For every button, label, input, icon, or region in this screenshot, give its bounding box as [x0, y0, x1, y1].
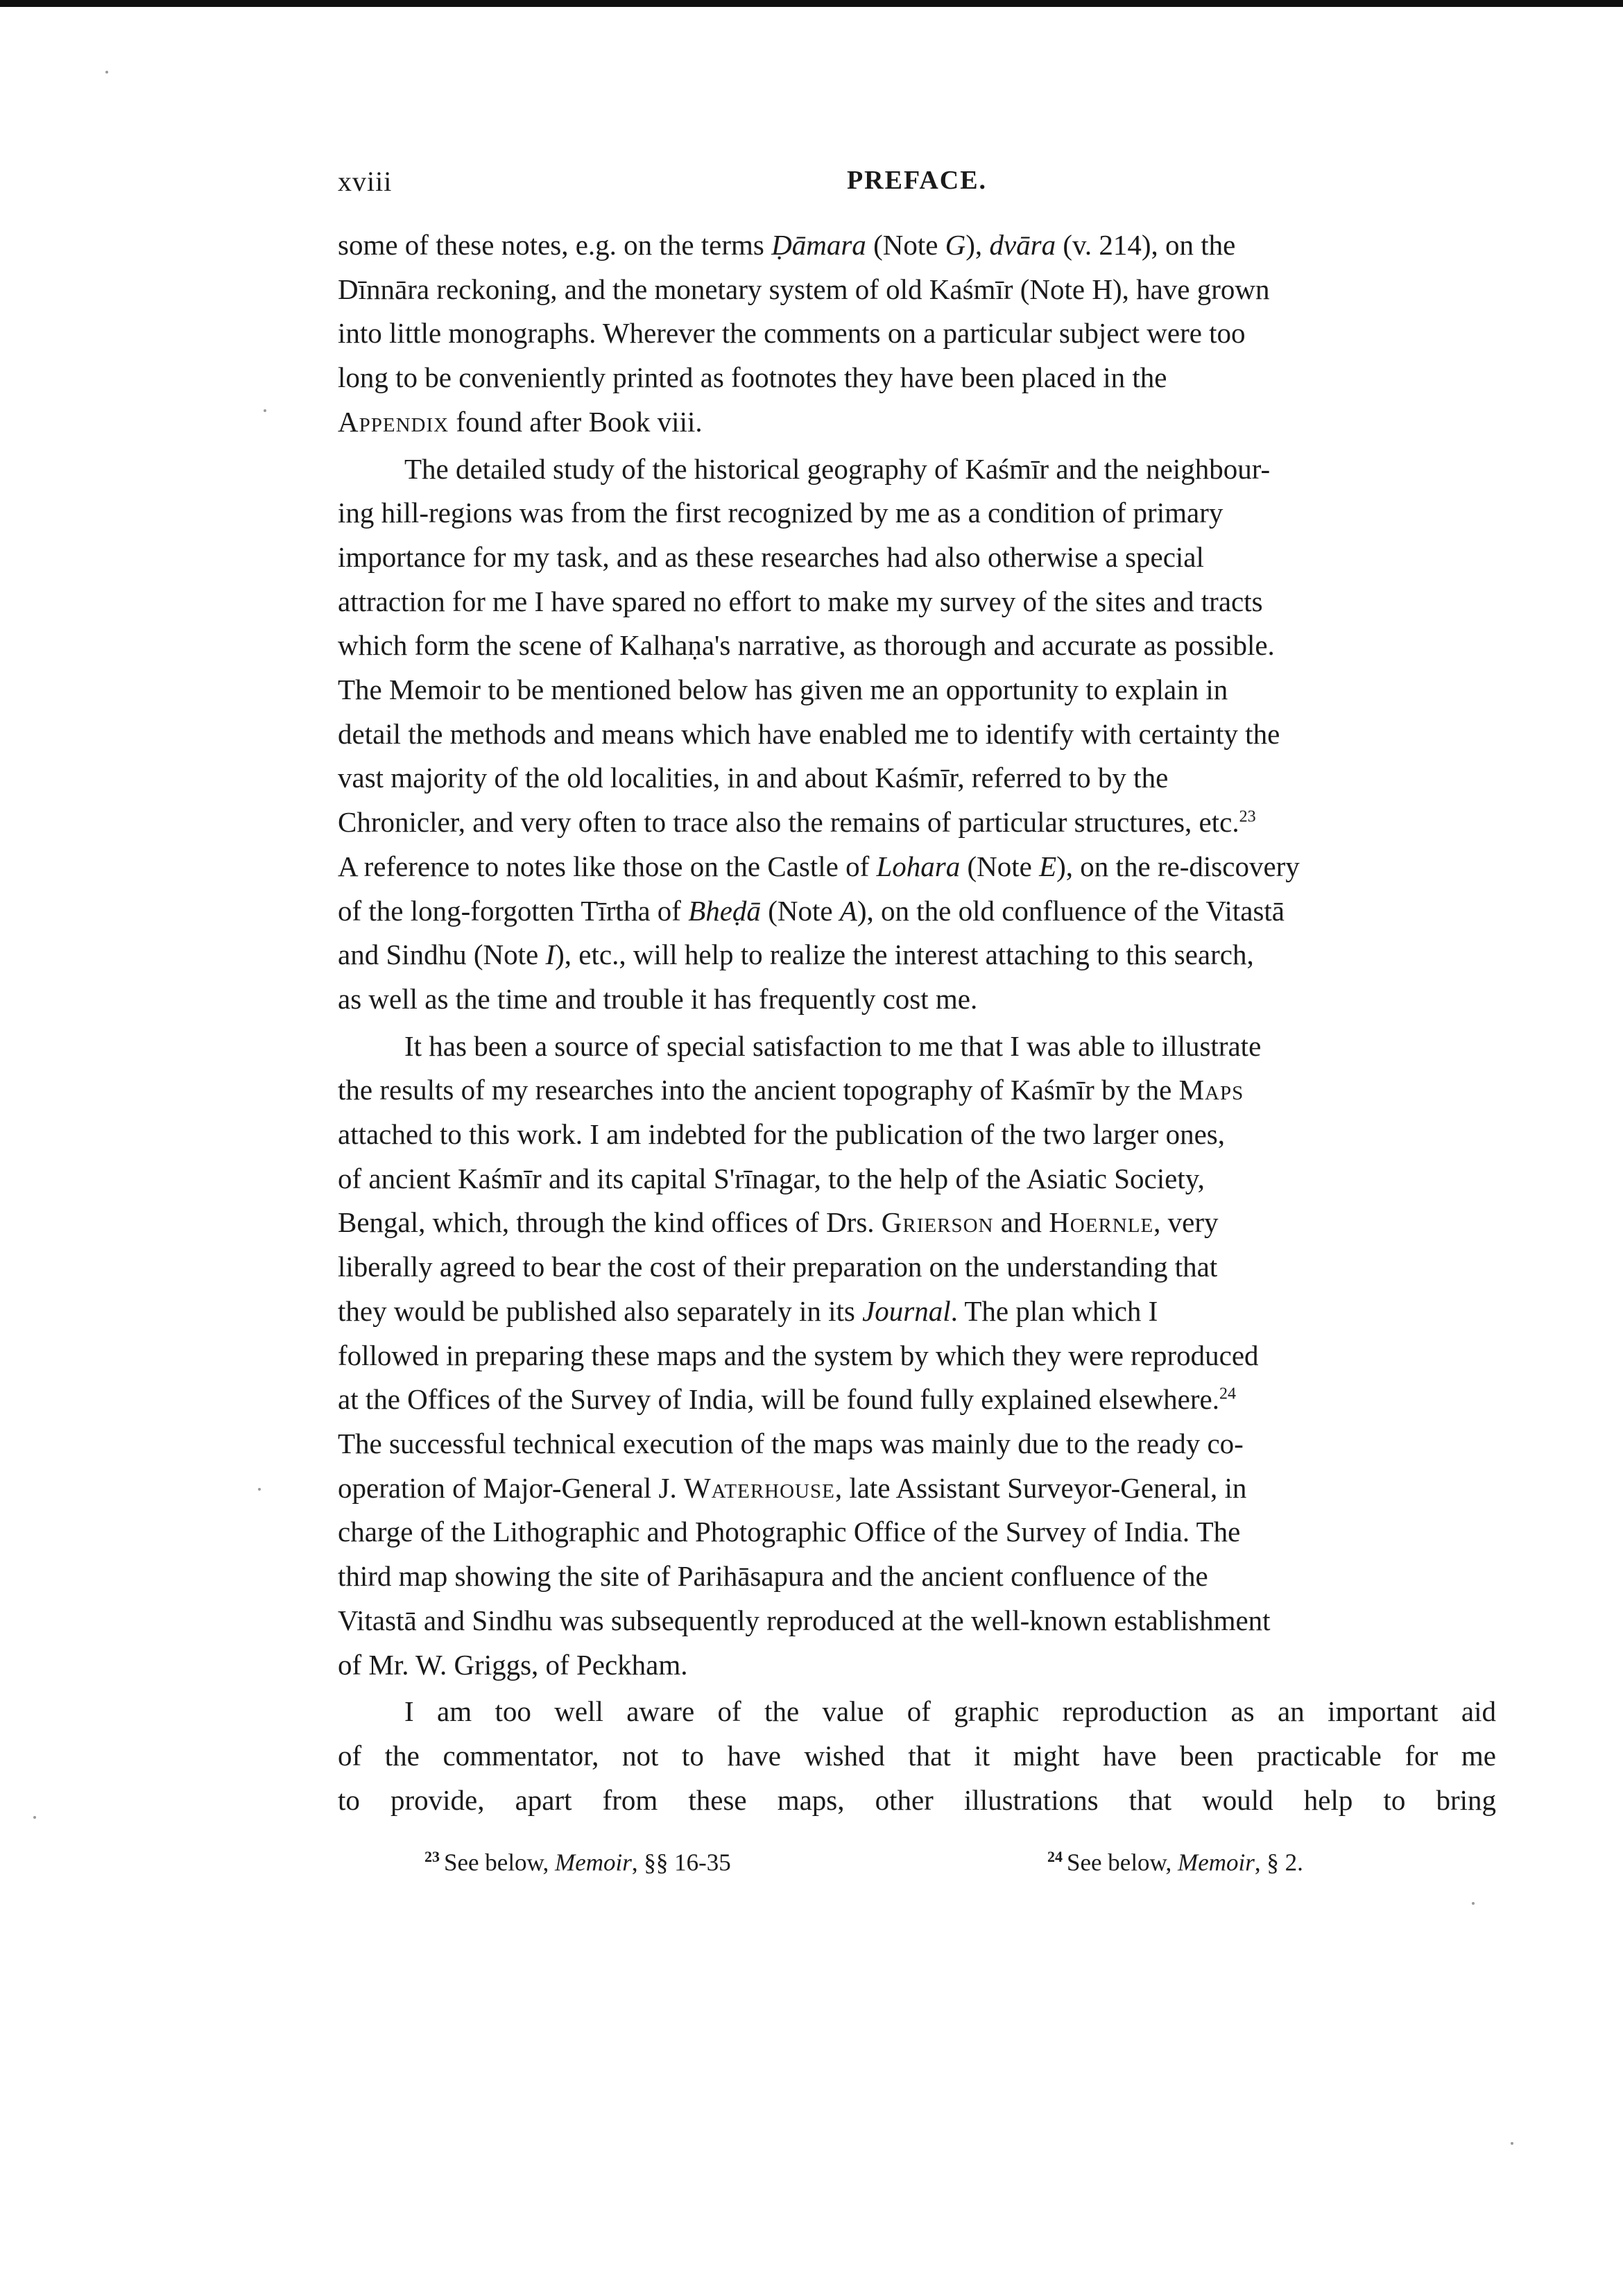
- text-line: some of these notes, e.g. on the terms Ḍāmara (Note G), dvāra (v. 214), on the: [338, 229, 1236, 261]
- text-fragment: at the Offices of the Survey of India, will be found fully explained elsewhere.: [338, 1383, 1219, 1416]
- text-line: as well as the time and trouble it has frequently cost me.: [338, 982, 978, 1015]
- footnote-text: See below,: [1067, 1849, 1178, 1876]
- text-line: detail the methods and means which have enabled me to identify with certainty the: [338, 717, 1280, 750]
- footnote-mark: 23: [424, 1848, 440, 1865]
- footnote-ref-23[interactable]: 23: [1239, 807, 1256, 826]
- paragraph-3: [338, 1025, 1496, 1688]
- text-fragment: the results of my researches into the ancient topography of Kaśmīr by the: [338, 1074, 1172, 1106]
- italic-term: A: [839, 894, 857, 927]
- text-fragment: Chronicler, and very often to trace also the remains of particular structures, etc.: [338, 806, 1239, 839]
- scan-speck: [258, 1488, 261, 1491]
- text-line: attraction for me I have spared no effort to make my survey of the sites and tracts: [338, 585, 1263, 617]
- body-text: [338, 223, 1496, 1825]
- text-line: vast majority of the old localities, in and about Kaśmīr, referred to by the: [338, 762, 1169, 794]
- text-line: they would be published also separately in its Journal. The plan which I: [338, 1294, 1158, 1327]
- text-line: [338, 400, 1496, 445]
- text-fragment: Bengal, which, through the kind offices of Drs.: [338, 1206, 875, 1239]
- text-line: A reference to notes like those on the Castle of Lohara (Note E), on the re-discovery: [338, 850, 1300, 882]
- text-line: The successful technical execution of the maps was mainly due to the ready co-: [338, 1427, 1244, 1459]
- text-fragment: operation of Major-General J.: [338, 1471, 677, 1504]
- text-fragment: and: [1000, 1206, 1042, 1239]
- italic-term: E: [1039, 850, 1057, 882]
- footnote-text: See below,: [444, 1849, 556, 1876]
- text-fragment: , late Assistant Surveyor-General, in: [834, 1471, 1247, 1504]
- italic-term: Lohara: [876, 850, 961, 882]
- scan-speck: [105, 71, 108, 74]
- text-line: attached to this work. I am indebted for the publication of the two larger ones,: [338, 1118, 1225, 1151]
- name-waterhouse: Waterhouse: [683, 1471, 835, 1504]
- appendix-label: Appendix: [338, 405, 449, 438]
- italic-term: dvāra: [989, 229, 1056, 261]
- footnote-24: [1047, 1848, 1303, 1877]
- text-line: liberally agreed to bear the cost of their preparation on the understanding that: [338, 1251, 1218, 1283]
- text-line: Vitastā and Sindhu was subsequently reproduced at the well-known establishment: [338, 1604, 1271, 1636]
- text-line: I am too well aware of the value of graphic reproduction as an important aid: [404, 1695, 1496, 1728]
- page-number: xviii: [338, 166, 393, 197]
- text-line: of Mr. W. Griggs, of Peckham.: [338, 1648, 688, 1681]
- italic-term: Ḍāmara: [771, 229, 866, 261]
- page-title: PREFACE.: [846, 166, 988, 195]
- italic-term: Bheḍā: [688, 894, 761, 927]
- paragraph-2: [338, 447, 1496, 1022]
- text-line: It has been a source of special satisfaction to me that I was able to illustrate: [404, 1029, 1262, 1062]
- name-grierson: Grierson: [881, 1206, 994, 1239]
- text-line: which form the scene of Kalhaṇa's narrative, as thorough and accurate as possible.: [338, 629, 1275, 662]
- text-line: [338, 1378, 1496, 1422]
- text-line: The detailed study of the historical geography of Kaśmīr and the neighbour-: [404, 452, 1271, 485]
- italic-term: I: [545, 939, 556, 971]
- text-line: to provide, apart from these maps, other illustrations that would help to bring: [338, 1783, 1496, 1816]
- name-hoernle: Hoernle: [1049, 1206, 1154, 1239]
- text-line: followed in preparing these maps and the system by which they were reproduced: [338, 1339, 1259, 1371]
- scan-speck: [1472, 1902, 1475, 1905]
- text-line: [338, 1068, 1496, 1113]
- footnote-memoir: Memoir: [555, 1849, 632, 1876]
- text-line: [338, 1201, 1496, 1245]
- scan-speck: [33, 1816, 36, 1819]
- scan-speck: [1511, 2142, 1513, 2145]
- maps-label: Maps: [1178, 1074, 1244, 1106]
- text-line: third map showing the site of Parihāsapura and the ancient confluence of the: [338, 1560, 1208, 1593]
- scan-speck: [264, 409, 266, 412]
- italic-term: Journal: [862, 1294, 951, 1327]
- footnotes: [338, 1848, 1496, 1890]
- text-fragment: found after Book viii.: [456, 405, 703, 438]
- top-border-rule: [0, 0, 1623, 7]
- text-line: [338, 1466, 1496, 1511]
- text-line: of the commentator, not to have wished that it might have been practicable for me: [338, 1739, 1496, 1772]
- text-line: The Memoir to be mentioned below has given me an opportunity to explain in: [338, 674, 1228, 706]
- footnote-text: , §§ 16-35: [631, 1849, 731, 1876]
- text-line: of the long-forgotten Tīrtha of Bheḍā (Note A), on the old confluence of the Vitastā: [338, 894, 1285, 927]
- text-line: into little monographs. Wherever the comments on a particular subject were too: [338, 317, 1246, 350]
- footnote-mark: 24: [1047, 1848, 1063, 1865]
- footnote-text: , § 2.: [1254, 1849, 1303, 1876]
- text-line: long to be conveniently printed as footnotes they have been placed in the: [338, 361, 1167, 394]
- text-line: Dīnnāra reckoning, and the monetary system of old Kaśmīr (Note H), have grown: [338, 273, 1270, 305]
- italic-term: G: [945, 229, 966, 261]
- paragraph-1: [338, 223, 1496, 445]
- text-line: charge of the Lithographic and Photographic Office of the Survey of India. The: [338, 1516, 1241, 1548]
- text-line: importance for my task, and as these researches had also otherwise a special: [338, 540, 1204, 573]
- footnote-23: [424, 1848, 731, 1877]
- paragraph-4: [338, 1690, 1496, 1822]
- text-line: ing hill-regions was from the first recognized by me as a condition of primary: [338, 497, 1223, 529]
- text-line: and Sindhu (Note I), etc., will help to realize the interest attaching to this search,: [338, 939, 1254, 971]
- text-fragment: , very: [1153, 1206, 1219, 1239]
- text-line: [338, 800, 1496, 845]
- footnote-memoir: Memoir: [1178, 1849, 1255, 1876]
- text-line: of ancient Kaśmīr and its capital S'rīnagar, to the help of the Asiatic Society,: [338, 1162, 1205, 1194]
- footnote-ref-24[interactable]: 24: [1219, 1385, 1236, 1403]
- running-head: [338, 165, 1496, 207]
